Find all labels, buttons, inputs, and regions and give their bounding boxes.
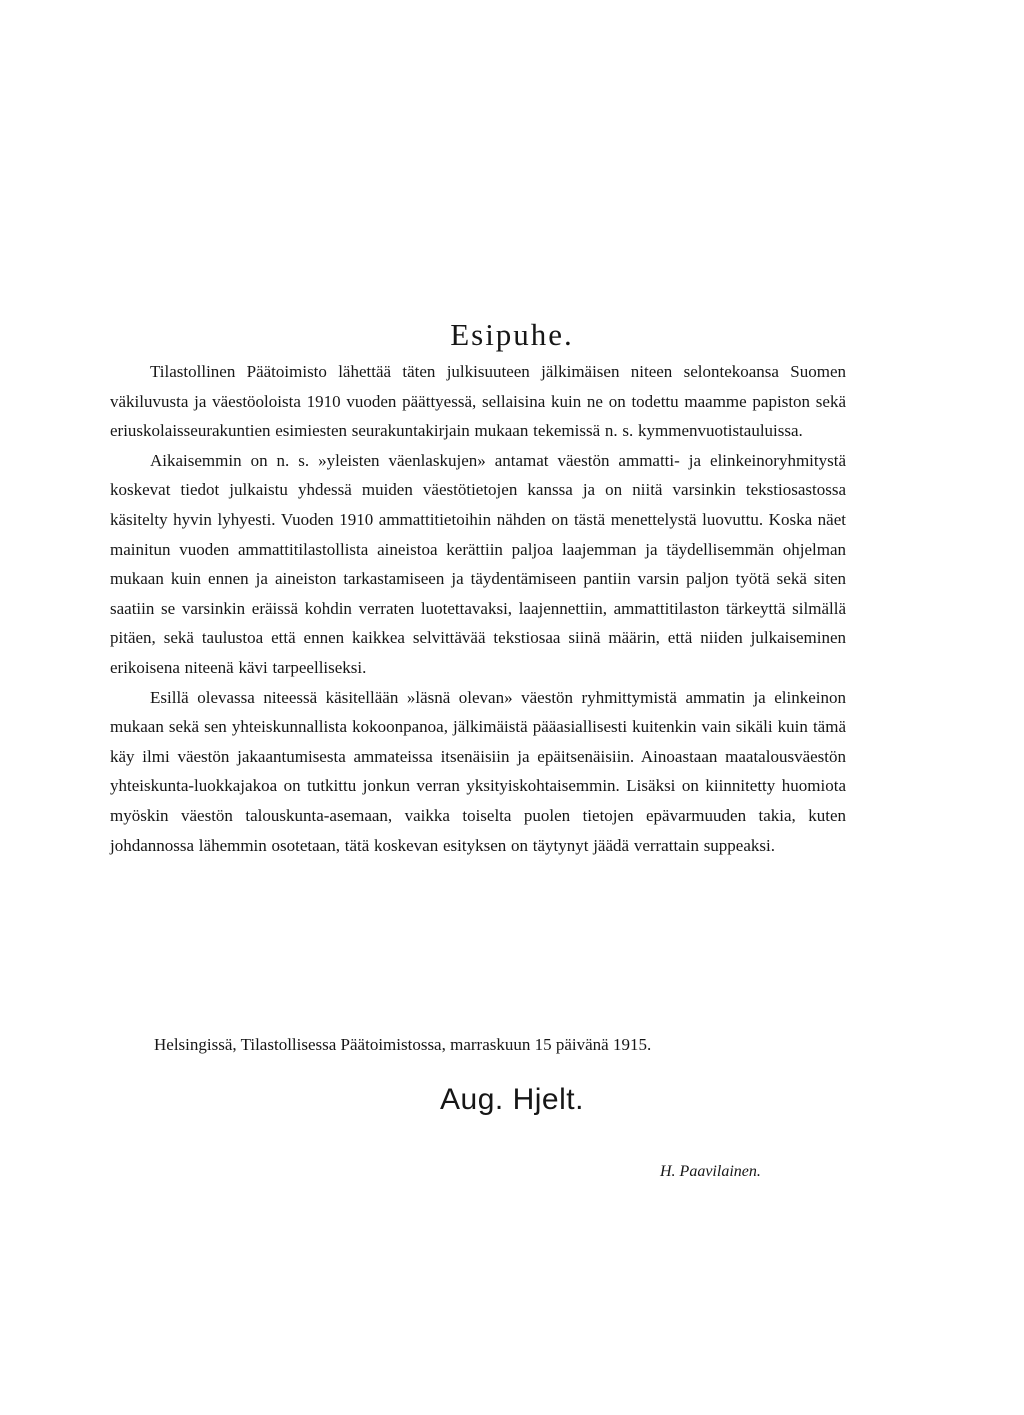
preface-body xyxy=(110,357,846,860)
paragraph-1: Tilastollinen Päätoimisto lähettää täten julkisuuteen jälkimäisen niteen selontekoansa Suomen väkiluvusta ja väestöoloista 1910 vuoden päättyessä, sellaisina kuin ne on todettu maamme papiston sekä eriuskolaisseurakuntien esimiesten seurakuntakirjain mukaan tekemissä n. s. kymmenvuotistauluissa. xyxy=(110,362,846,441)
signature: Aug. Hjelt. xyxy=(440,1083,584,1116)
paragraph-3: Esillä olevassa niteessä käsitellään »läsnä olevan» väestön ryhmittymistä ammatin ja elinkeinon mukaan sekä sen yhteiskunnallista kokoonpanoa, jälkimäistä pääasiallisesti kuitenkin vain sikäli kuin tämä käy ilmi väestön jakaantumisesta ammateissa itsenäisiin ja epäitsenäisiin. Ainoastaan maatalousväestön yhteiskunta-luokkajakoa on tutkittu jonkun verran yksityiskohtaisemmin. Lisäksi on kiinnitetty huomiota myöskin väestön talouskunta-asemaan, vaikka toiselta puolen tietojen epävarmuuden takia, kuten johdannossa lähemmin osotetaan, tätä koskevan esityksen on täytynyt jäädä verrattain suppeaksi. xyxy=(110,687,846,855)
paragraph-2: Aikaisemmin on n. s. »yleisten väenlaskujen» antamat väestön ammatti- ja elinkeinoryhmitystä koskevat tiedot julkaistu yhdessä muiden väestötietojen kanssa ja on niitä varsinkin tekstiosastossa käsitelty hyvin lyhyesti. Vuoden 1910 ammattitietoihin nähden on tästä menettelystä luovuttu. Koska näet mainitun vuoden ammattitilastollista aineistoa kerättiin paljoa laajemman ja täydellisemmän ohjelman mukaan kuin ennen ja aineiston tarkastamiseen ja täydentämiseen pantiin varsin paljon työtä sekä siten saatiin se varsinkin eräissä kohdin verraten luotettavaksi, laajennettiin, ammattitilaston tärkeyttä silmällä pitäen, sekä taulustoa että ennen kaikkea selvittävää tekstiosaa siinä määrin, että niiden julkaiseminen erikoisena niteenä kävi tarpeelliseksi. xyxy=(110,450,846,677)
page-title: Esipuhe. xyxy=(450,316,574,352)
place-date-line: Helsingissä, Tilastollisessa Päätoimistossa, marraskuun 15 päivänä 1915. xyxy=(154,1035,652,1054)
cosigner: H. Paavilainen. xyxy=(660,1163,761,1180)
